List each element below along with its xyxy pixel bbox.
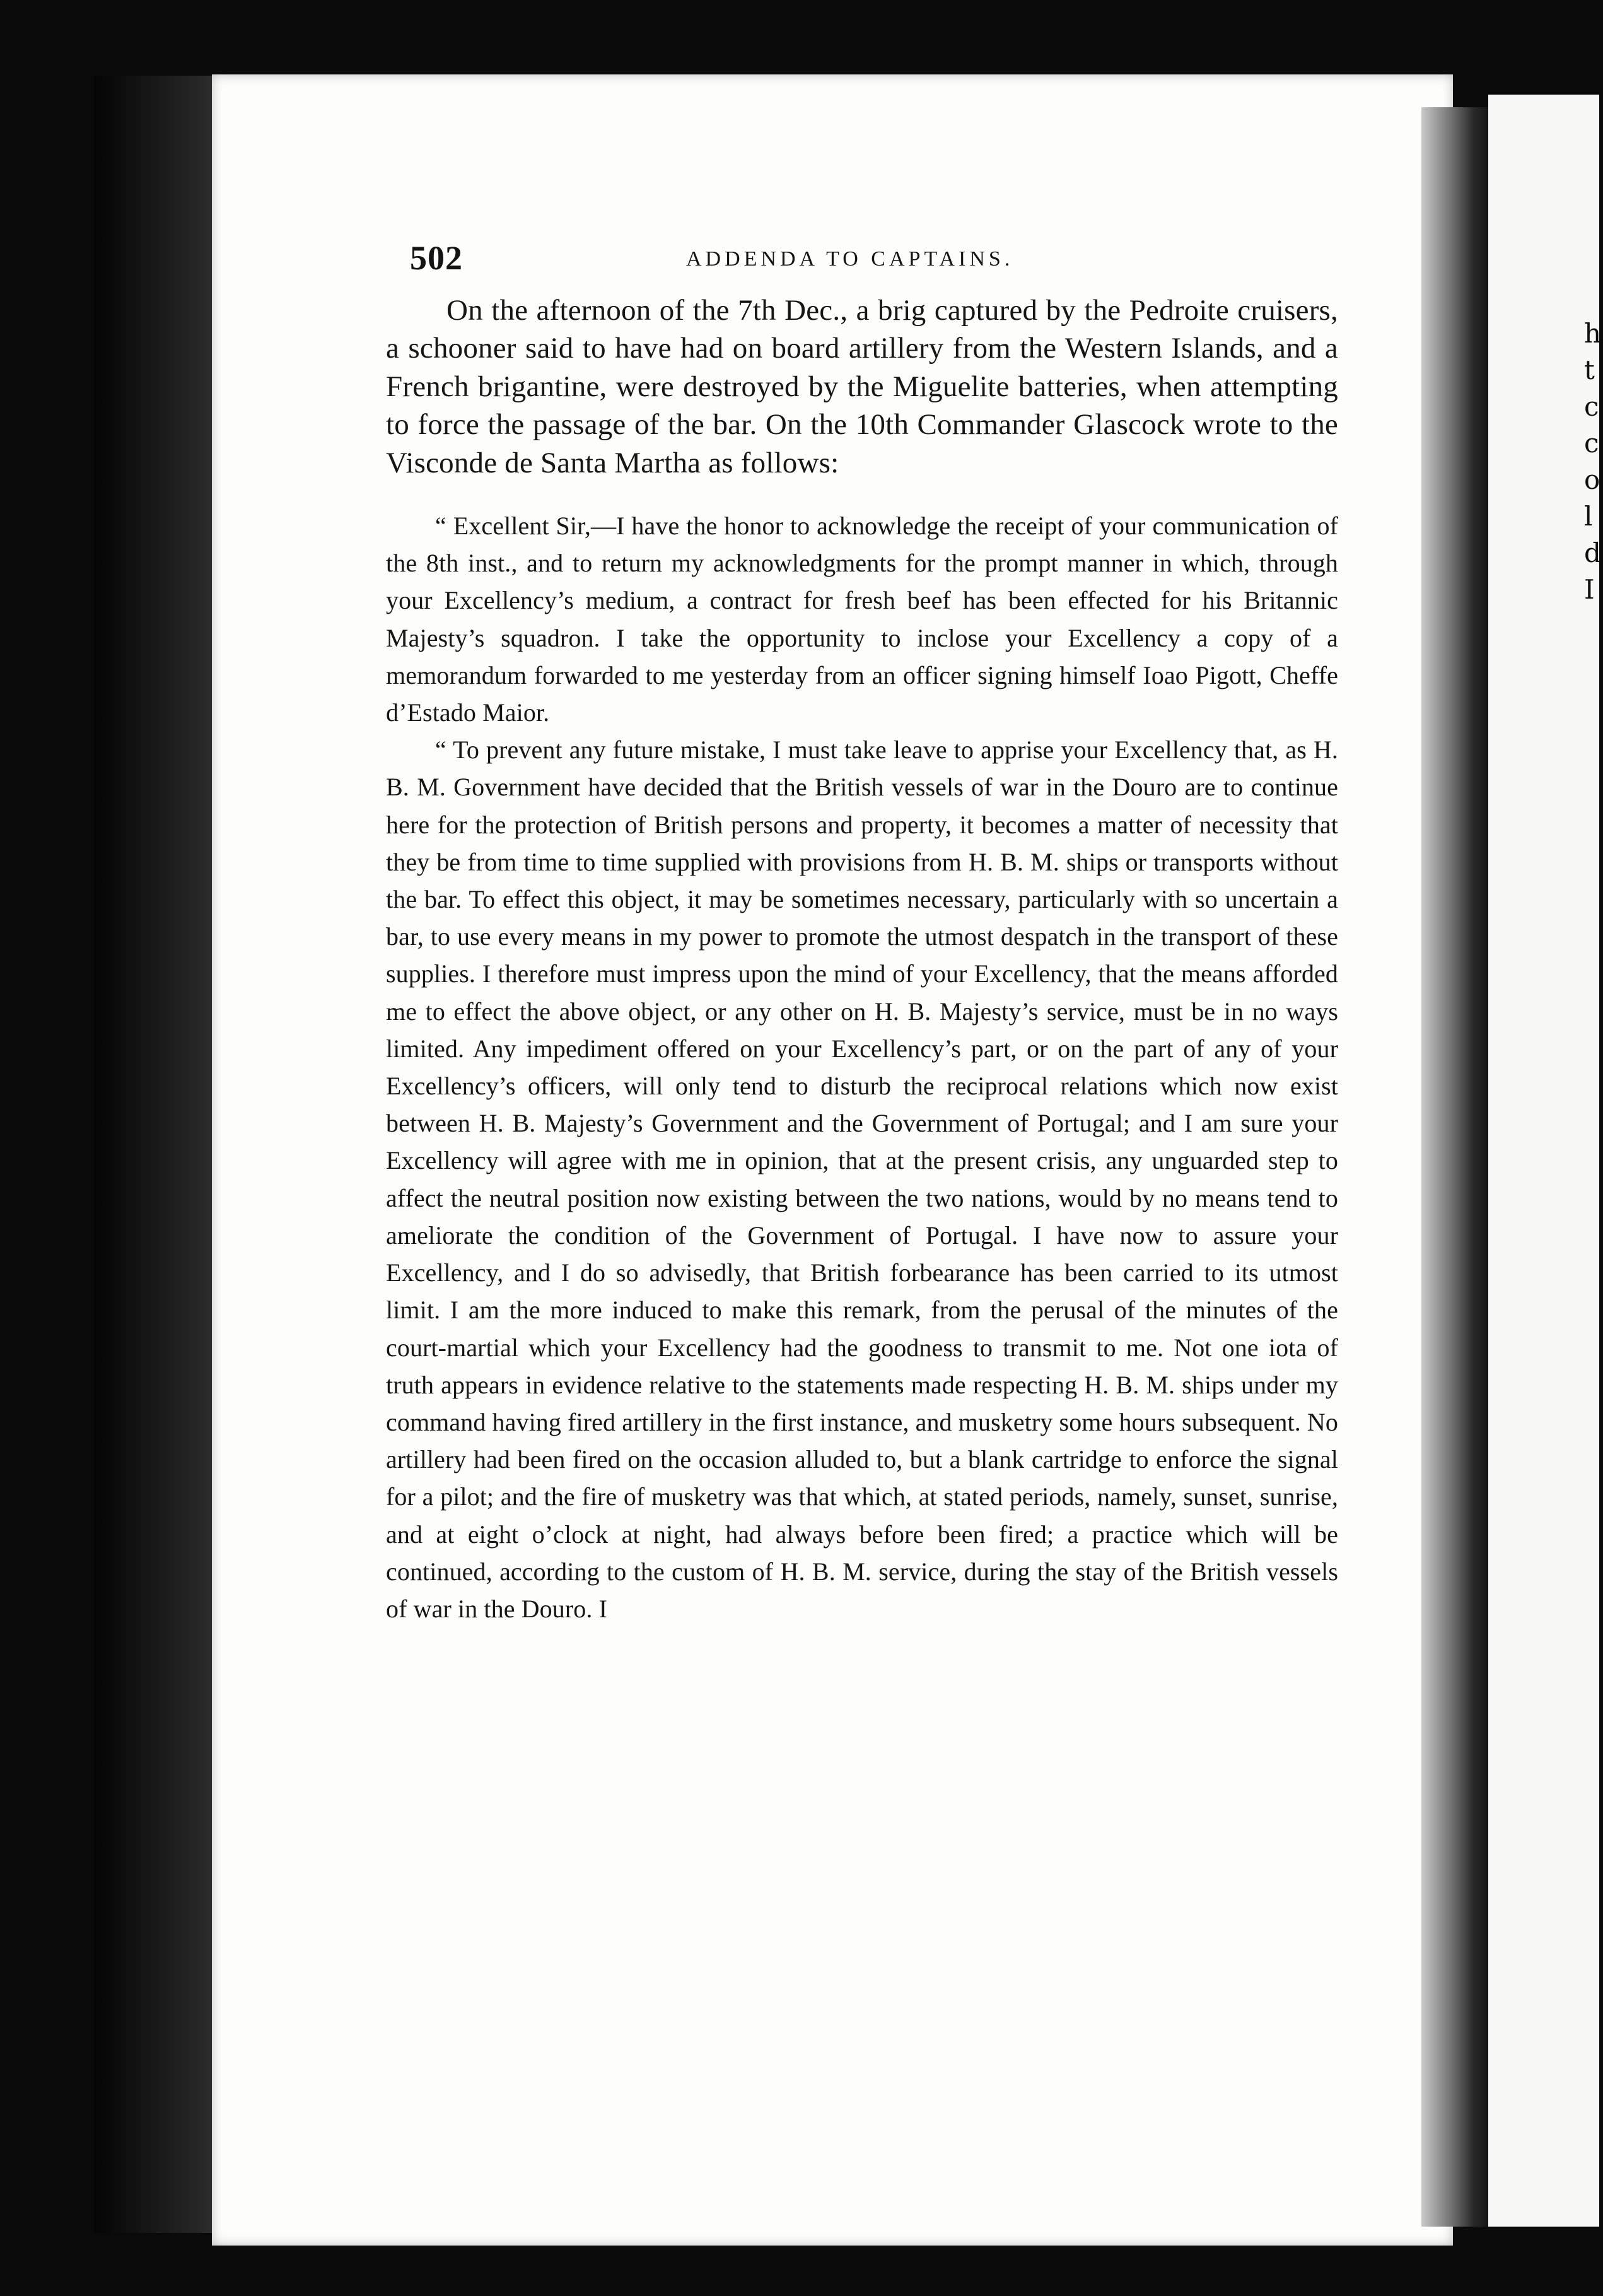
- adjacent-page-letter: l: [1584, 501, 1593, 532]
- adjacent-page-letter: d: [1584, 537, 1601, 568]
- adjacent-page-letter: c: [1584, 391, 1599, 422]
- adjacent-page-letter: h: [1584, 318, 1602, 349]
- page-gutter-shadow: [1421, 107, 1491, 2227]
- adjacent-page-letter: I: [1584, 574, 1595, 605]
- letter-paragraph-1: “ Excellent Sir,—I have the honor to acknowledge the receipt of your communication of the 8th inst., and to return my acknowledgments for the prompt manner in which, through your Excellency’s medium, a contract for fresh beef has been effected for his Britannic Majesty’s squadron. I take the opportunity to inclose your Excellency a copy of a memorandum forwarded to me yesterday from an officer signing himself Ioao Pigott, Cheffe d’Estado Maior.: [386, 512, 1338, 727]
- page-body: [386, 291, 1338, 1627]
- adjacent-page-letter: o: [1584, 464, 1600, 495]
- page-header: [410, 238, 1343, 276]
- letter-paragraph-2: “ To prevent any future mistake, I must take leave to apprise your Excellency that, as H. B. M. Government have decided that the British vessels of war in the Douro are to continue here for the protection of British persons and property, it becomes a matter of necessity that they be from time to time supplied with provisions from H. B. M. ships or transports without the bar. To effect this object, it may be sometimes necessary, particularly with so uncertain a bar, to use every means in my power to promote the utmost despatch in the transport of these supplies. I therefore must impress upon the mind of your Excellency, that the means afforded me to effect the above object, or any other on H. B. Majesty’s service, must be in no ways limited. Any impediment offered on your Excellency’s part, or on the part of any of your Excellency’s officers, will only tend to disturb the reciprocal relations which now exist between H. B. Majesty’s Government and the Government of Portugal; and I am sure your Excellency will agree with me in opinion, that at the present crisis, any unguarded step to affect the neutral position now existing between the two nations, would by no means tend to ameliorate the condition of the Government of Portugal. I have now to assure your Excellency, and I do so advisedly, that British forbearance has been carried to its utmost limit. I am the more induced to make this remark, from the perusal of the minutes of the court-martial which your Excellency had the goodness to transmit to me. Not one iota of truth appears in evidence relative to the statements made respecting H. B. M. ships under my command having fired artillery in the first instance, and musketry some hours subsequent. No artillery had been fired on the occasion alluded to, but a blank cartridge to enforce the signal for a pilot; and the fire of musketry was that which, at stated periods, namely, sunset, sunrise, and at eight o’clock at night, had always before been fired; a practice which will be continued, according to the custom of H. B. M. service, during the stay of the British vessels of war in the Douro. I: [386, 735, 1338, 1623]
- page-number: 502: [410, 239, 463, 277]
- adjacent-page-edge: [1488, 95, 1599, 2227]
- lead-paragraph: On the afternoon of the 7th Dec., a brig captured by the Pedroite cruisers, a schooner said to have had on board artillery from the Western Islands, and a French brigantine, were destroyed by the Miguelite batteries, when attempting to force the passage of the bar. On the 10th Commander Glascock wrote to the Visconde de Santa Martha as follows:: [386, 294, 1338, 479]
- adjacent-page-letter: t: [1584, 354, 1595, 385]
- adjacent-page-text-fragment: [1584, 315, 1603, 608]
- adjacent-page-letter: c: [1584, 428, 1599, 459]
- running-head: ADDENDA TO CAPTAINS.: [686, 247, 1014, 271]
